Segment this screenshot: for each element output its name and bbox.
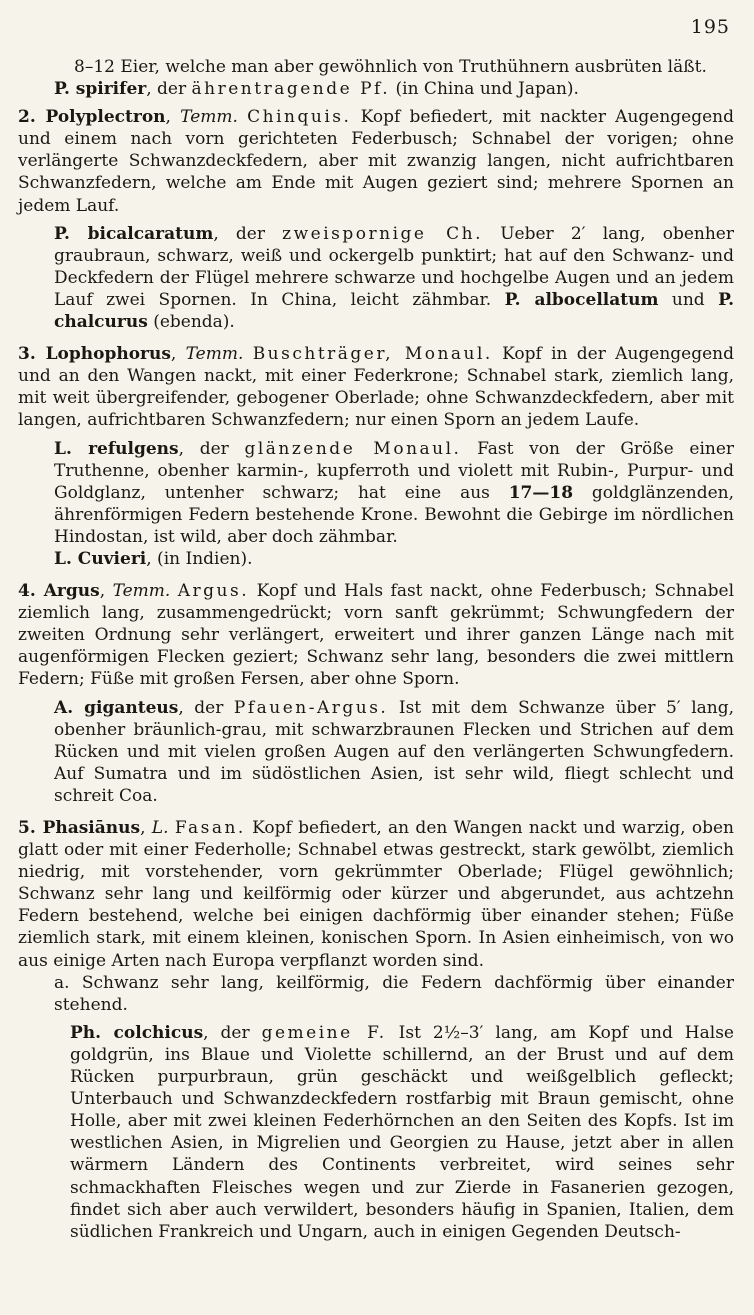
taxon-name: Ph. colchicus: [70, 1022, 204, 1043]
taxon-name: 2. Polyplectron: [18, 107, 166, 128]
body-text: [238, 107, 247, 127]
paragraph-p-bicalcaratum: [18, 223, 734, 333]
body-text: , der: [146, 79, 192, 100]
page-number: 195: [690, 16, 730, 38]
paragraph-a-giganteus: [18, 697, 734, 807]
taxon-name: 4. Argus: [18, 581, 100, 602]
paragraph-l-cuvieri: [18, 548, 734, 570]
common-name: glänzende Monaul.: [244, 438, 462, 459]
paragraph-p-spirifer: [18, 78, 734, 100]
taxon-name: P. chalcurus: [54, 289, 734, 333]
paragraph-section-a: [18, 972, 734, 1016]
common-name: Fasan.: [174, 818, 246, 838]
taxon-name: P. albocellatum: [504, 289, 659, 310]
body-text: Ueber 2′ lang, obenher graubraun, schwarz, weiß und ockergelb punktirt; hat auf den Schwanz- und Deckfedern der Flügel mehrere schwarze und hochgelbe Augen und an jedem Lauf zwei Spornen. In China, leicht zähmbar.: [54, 223, 734, 310]
body-text: Ist 2½–3′ lang, am Kopf und Halse goldgrün, ins Blaue und Violette schillernd, an der Brust und auf dem Rücken purpurbraun, grün geschäckt und weißgelblich gefleckt; Unterbauch und Schwanzdeckfedern rostfarbig mit Braun gemischt, ohne Holle, aber mit zwei kleinen Federhörnchen an den Seiten des Kopfs. Ist im westlichen Asien, in Migrelien und Georgien zu Hause, jetzt aber in allen wärmern Ländern des Continents verbreitet, wird seines sehr schmackhaften Fleisches wegen und zur Zierde in Fasanerien gezogen, findet sich aber auch verwildert, besonders häufig in Spanien, Italien, dem südlichen Frankreich und Ungarn, auch in einigen Gegenden Deutsch-: [70, 1022, 734, 1242]
common-name: Chinquis.: [247, 107, 352, 128]
body-text: Ist mit dem Schwanze über 5′ lang, obenher bräunlich-grau, mit schwarzbraunen Flecken und Strichen auf dem Rücken und mit vielen großen Augen auf den verlängerten Schwungfedern. Auf Sumatra und im südöstlichen Asien, ist sehr wild, fliegt schlecht und schreit Coa.: [54, 697, 734, 806]
common-name: Pfauen-Argus.: [233, 697, 389, 718]
author-abbrev: Temm.: [180, 107, 238, 128]
paragraph-l-refulgens: [18, 438, 734, 548]
body-text: und: [658, 289, 719, 310]
body-text: Fast von der Größe einer Truthenne, obenher karmin-, kupferroth und violett mit Rubin-, Purpur- und Goldglanz, untenher schwarz; hat eine aus: [54, 438, 735, 503]
taxon-name: 17—18: [508, 482, 574, 503]
paragraph-genus-polyplectron: [18, 106, 734, 216]
body-text: a. Schwanz sehr lang, keilförmig, die Federn dachförmig über einander stehend.: [54, 972, 734, 1015]
common-name: gemeine F.: [261, 1022, 387, 1043]
body-text: goldglänzenden, ährenförmigen Federn bestehende Krone. Bewohnt die Gebirge im nördlichen Hindostan, ist wild, aber doch zähmbar.: [54, 482, 734, 547]
taxon-name: P. spirifer: [54, 79, 147, 100]
paragraph-genus-phasianus: [18, 817, 734, 972]
paragraph-ph-colchicus: [18, 1022, 734, 1243]
body-text: (in China und Japan).: [390, 79, 579, 100]
taxon-name: A. giganteus: [54, 697, 179, 718]
body-text: , der: [178, 438, 245, 459]
body-text: (ebenda).: [147, 312, 235, 333]
common-name: Buschträger, Monaul.: [252, 344, 493, 365]
taxon-name: L. refulgens: [54, 438, 179, 459]
body-text: ,: [99, 581, 113, 602]
common-name: zweispornige Ch.: [282, 223, 484, 244]
body-text: Kopf in der Augengegend und an den Wangen nackt, mit einer Federkrone; Schnabel stark, ziemlich lang, mit weit übergreifender, gebogener Oberlade; ohne Schwanzdeckfedern, aber mit langen, aufrichtbaren Schwanzfedern; nur einen Sporn an jedem Laufe.: [18, 344, 735, 431]
common-name: ährentragende Pf.: [191, 79, 391, 100]
body-text: , der: [213, 223, 283, 244]
paragraph-genus-lophophorus: [18, 343, 734, 431]
body-text: [243, 344, 252, 364]
body-text: ,: [140, 818, 152, 838]
body-text: , der: [178, 697, 234, 718]
common-name: Argus.: [177, 581, 250, 602]
author-abbrev: Temm.: [185, 344, 244, 365]
paragraph-eggs-cont: [18, 56, 734, 78]
body-text: 8–12 Eier, welche man aber gewöhnlich von Truthühnern ausbrüten läßt.: [74, 57, 707, 77]
page-text: [18, 56, 734, 1243]
author-abbrev: L.: [151, 818, 169, 838]
taxon-name: 5. Phasiānus: [18, 818, 141, 838]
body-text: [170, 581, 177, 601]
body-text: Kopf befiedert, an den Wangen nackt und warzig, oben glatt oder mit einer Federholle; Schnabel etwas gestreckt, stark gewölbt, ziemlich niedrig, mit vorstehender, vorn gekrümmter Oberlade; Flügel gewöhnlich; Schwanz sehr lang und keilförmig oder kürzer und abgerundet, aus achtzehn Federn bestehend, welche bei einigen dachförmig über einander stehen; Füße ziemlich stark, mit einem kleinen, konischen Sporn. In Asien einheimisch, von wo aus einige Arten nach Europa verpflanzt worden sind.: [18, 818, 734, 971]
taxon-name: 3. Lophophorus: [18, 344, 171, 365]
paragraph-genus-argus: [18, 580, 734, 690]
body-text: Kopf und Hals fast nackt, ohne Federbusch; Schnabel ziemlich lang, zusammengedrückt; vorn sanft gekrümmt; Schwungfedern der zweiten Ordnung sehr verlängert, erweitert und ihrer ganzen Länge nach mit augenförmigen Flecken geziert; Schwanz sehr lang, besonders die zwei mittlern Federn; Füße mit großen Fersen, aber ohne Sporn.: [18, 581, 735, 690]
body-text: ,: [170, 344, 186, 365]
body-text: ,: [165, 107, 181, 128]
body-text: Kopf befiedert, mit nackter Augengegend und einem nach vorn gerichteten Federbusch; Schnabel der vorigen; ohne verlängerte Schwanzdeckfedern, aber mit zwanzig langen, nicht aufrichtbaren Schwanzfedern, welche am Ende mit Augen geziert sind; mehrere Spornen an jedem Lauf.: [18, 107, 735, 216]
body-text: , (in Indien).: [146, 548, 253, 569]
body-text: , der: [203, 1022, 262, 1043]
taxon-name: P. bicalcaratum: [54, 223, 214, 244]
author-abbrev: Temm.: [112, 581, 171, 602]
taxon-name: L. Cuvieri: [54, 548, 147, 569]
